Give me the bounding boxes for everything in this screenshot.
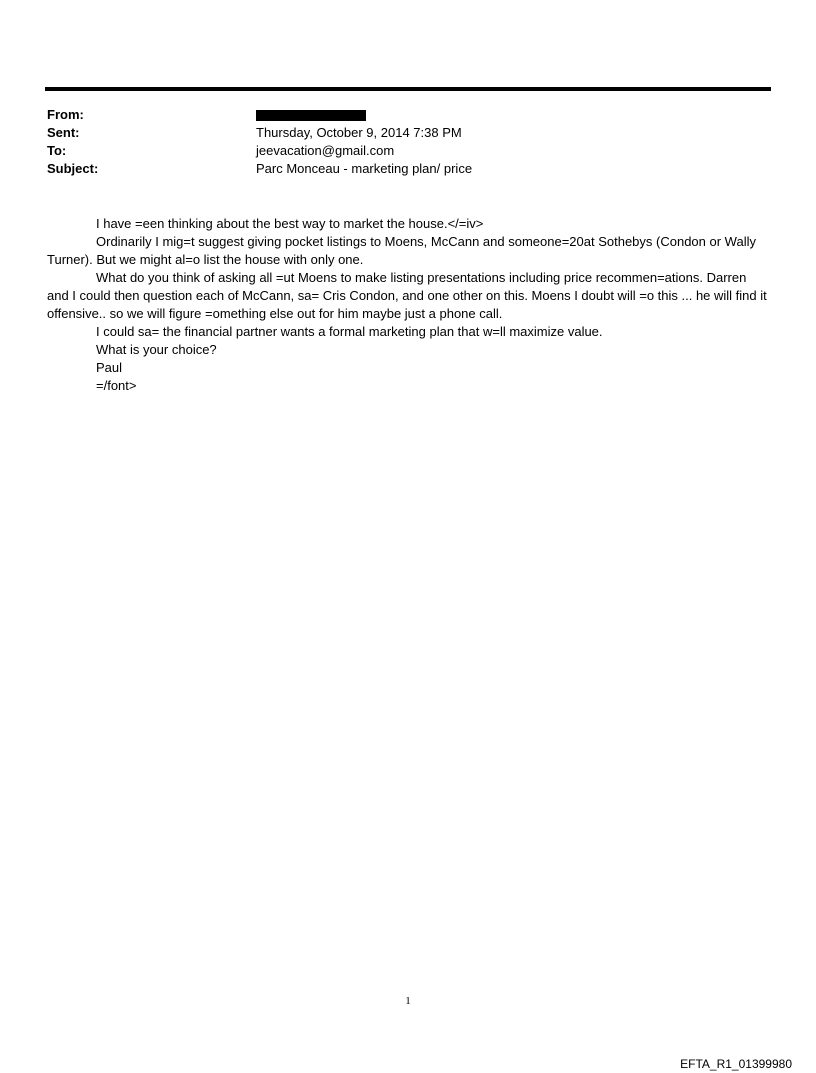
from-row — [47, 106, 747, 124]
subject-value: Parc Monceau - marketing plan/ price — [256, 161, 473, 176]
email-body — [47, 215, 767, 395]
sent-label: Sent: — [47, 125, 80, 140]
subject-label: Subject: — [47, 161, 99, 176]
header-rule — [45, 87, 771, 91]
body-line: What do you think of asking all =ut Moens to make listing presentations including price recommen=ations. Darren and I could then question each of McCann, sa= Cris Condon, and one other on this. Moens I doubt will =o this ... he will find it offensive.. so we will figure =omething else out for him maybe just a phone call. — [47, 270, 767, 321]
from-label: From: — [47, 107, 84, 122]
body-line: Paul — [96, 360, 123, 375]
to-row — [47, 142, 747, 160]
body-line: =/font> — [96, 378, 137, 393]
subject-row — [47, 160, 747, 178]
sent-row — [47, 124, 747, 142]
to-value: jeevacation@gmail.com — [256, 143, 395, 158]
body-line: I have =een thinking about the best way to market the house.</=iv> — [96, 216, 484, 231]
body-line: What is your choice? — [96, 342, 217, 357]
body-line: Ordinarily I mig=t suggest giving pocket listings to Moens, McCann and someone=20at Sothebys (Condon or Wally Turner). But we might al=o list the house with only one. — [47, 234, 756, 267]
sent-value: Thursday, October 9, 2014 7:38 PM — [256, 125, 462, 140]
document-id: EFTA_R1_01399980 — [680, 1057, 792, 1071]
email-header — [47, 106, 747, 178]
to-label: To: — [47, 143, 67, 158]
body-line: I could sa= the financial partner wants a formal marketing plan that w=ll maximize value. — [96, 324, 603, 339]
redaction-bar — [256, 110, 366, 121]
page-number: 1 — [405, 995, 411, 1007]
